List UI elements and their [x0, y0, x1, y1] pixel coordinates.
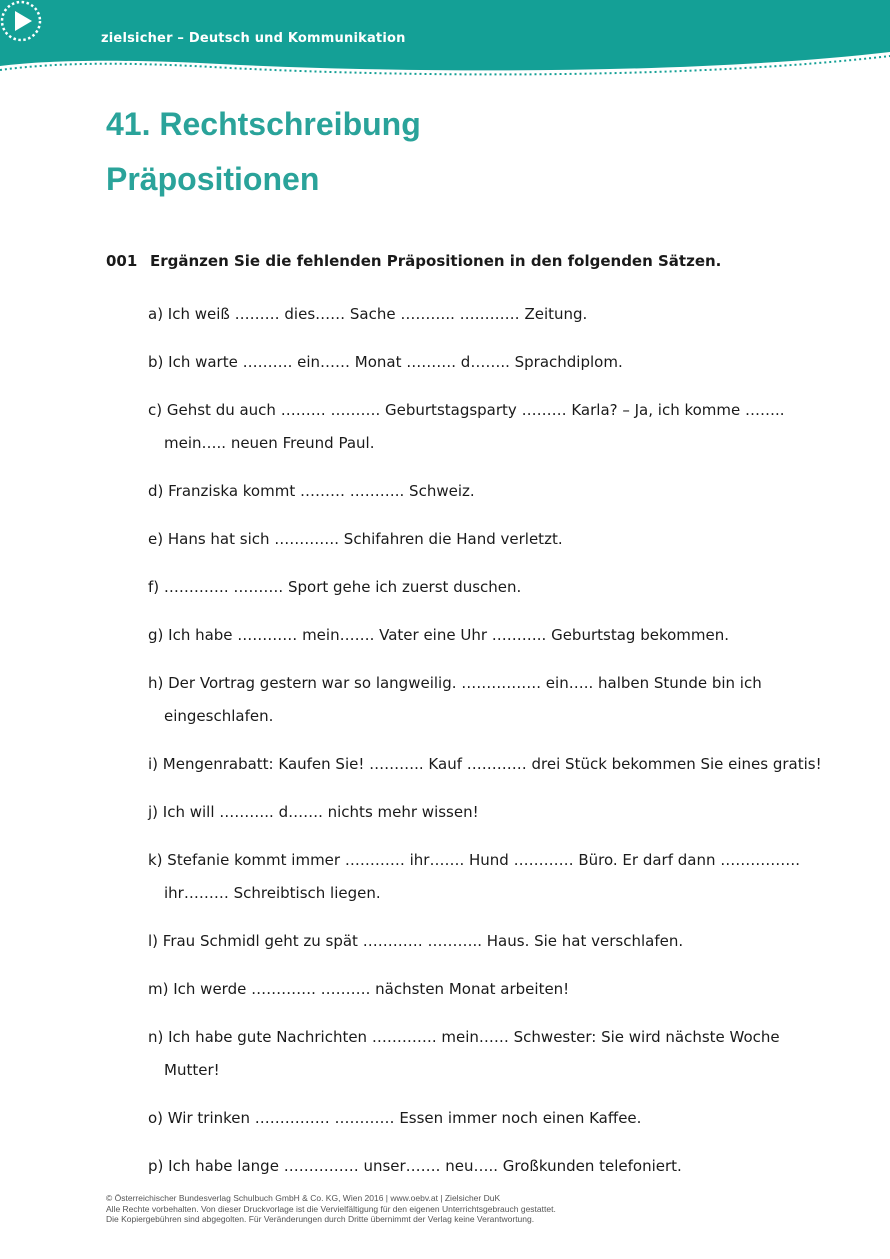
page-title: 41. Rechtschreibung: [106, 106, 421, 142]
play-logo-icon: [0, 0, 42, 42]
footer-line: Alle Rechte vorbehalten. Von dieser Druckvorlage ist die Vervielfältigung für den eigenen Unterrichtsgebrauch gestattet.: [106, 1203, 556, 1214]
header-banner: [0, 0, 890, 80]
exercise-item: [148, 298, 848, 331]
exercise-item: [148, 844, 848, 910]
exercise-text: k) Stefanie kommt immer ………… ihr……. Hund ………… Büro. Er darf dann …………….: [148, 851, 801, 869]
exercise-text: l) Frau Schmidl geht zu spät ………… ……….. Haus. Sie hat verschlafen.: [148, 932, 684, 950]
exercise-text: e) Hans hat sich …………. Schifahren die Hand verletzt.: [148, 530, 563, 548]
exercise-item: [148, 1102, 848, 1135]
exercise-item: [148, 571, 848, 604]
exercise-item: [148, 667, 848, 733]
exercise-text: i) Mengenrabatt: Kaufen Sie! ……….. Kauf ………… drei Stück bekommen Sie eines gratis!: [148, 755, 822, 773]
exercise-item: [148, 925, 848, 958]
exercise-item: [148, 346, 848, 379]
exercise-text: m) Ich werde …………. ………. nächsten Monat arbeiten!: [148, 980, 570, 998]
footer-line: © Österreichischer Bundesverlag Schulbuch GmbH & Co. KG, Wien 2016 | www.oebv.at | Zielsicher DuK: [106, 1193, 501, 1203]
exercise-text: d) Franziska kommt ……… ……….. Schweiz.: [148, 482, 475, 500]
task-number: 001: [106, 252, 138, 270]
exercise-text: j) Ich will ……….. d……. nichts mehr wissen!: [148, 803, 479, 821]
exercise-text: n) Ich habe gute Nachrichten …………. mein…… Schwester: Sie wird nächste Woche: [148, 1028, 780, 1046]
exercise-item: [148, 973, 848, 1006]
task-heading: [106, 252, 721, 270]
exercise-item: [148, 748, 848, 781]
exercise-item: [148, 619, 848, 652]
exercise-text: g) Ich habe ………… mein……. Vater eine Uhr ……….. Geburtstag bekommen.: [148, 626, 729, 644]
exercise-text: f) …………. ………. Sport gehe ich zuerst duschen.: [148, 578, 522, 596]
exercise-text: h) Der Vortrag gestern war so langweilig. ……………. ein….. halben Stunde bin ich: [148, 674, 762, 692]
exercise-item: [148, 1150, 848, 1183]
exercise-text: o) Wir trinken …………… ………… Essen immer noch einen Kaffee.: [148, 1109, 642, 1127]
exercise-text: p) Ich habe lange …………… unser……. neu….. Großkunden telefoniert.: [148, 1157, 682, 1175]
task-instruction: Ergänzen Sie die fehlenden Präpositionen in den folgenden Sätzen.: [150, 252, 722, 270]
exercise-item: [148, 1021, 848, 1087]
footer-line: Die Kopiergebühren sind abgegolten. Für Veränderungen durch Dritte übernimmt der Verlag keine Verantwortung.: [106, 1214, 535, 1224]
exercise-item: [148, 523, 848, 556]
exercise-item: [148, 475, 848, 508]
copyright-footer: [106, 1193, 556, 1225]
exercise-text-continued: mein….. neuen Freund Paul.: [164, 434, 375, 452]
exercise-item: [148, 796, 848, 829]
exercise-text-continued: Mutter!: [164, 1061, 220, 1079]
exercise-text-continued: ihr……… Schreibtisch liegen.: [164, 884, 381, 902]
exercise-item: [148, 394, 848, 460]
exercise-text: b) Ich warte ………. ein…… Monat ………. d…….. Sprachdiplom.: [148, 353, 623, 371]
exercise-text: a) Ich weiß ……… dies…… Sache ……….. ………… Zeitung.: [148, 305, 588, 323]
exercise-list: [148, 298, 848, 1198]
exercise-text: c) Gehst du auch ……… ………. Geburtstagsparty ……… Karla? – Ja, ich komme ……..: [148, 401, 785, 419]
brand-name: zielsicher – Deutsch und Kommunikation: [101, 31, 406, 46]
exercise-text-continued: eingeschlafen.: [164, 707, 274, 725]
page-subtitle: Präpositionen: [106, 161, 320, 197]
